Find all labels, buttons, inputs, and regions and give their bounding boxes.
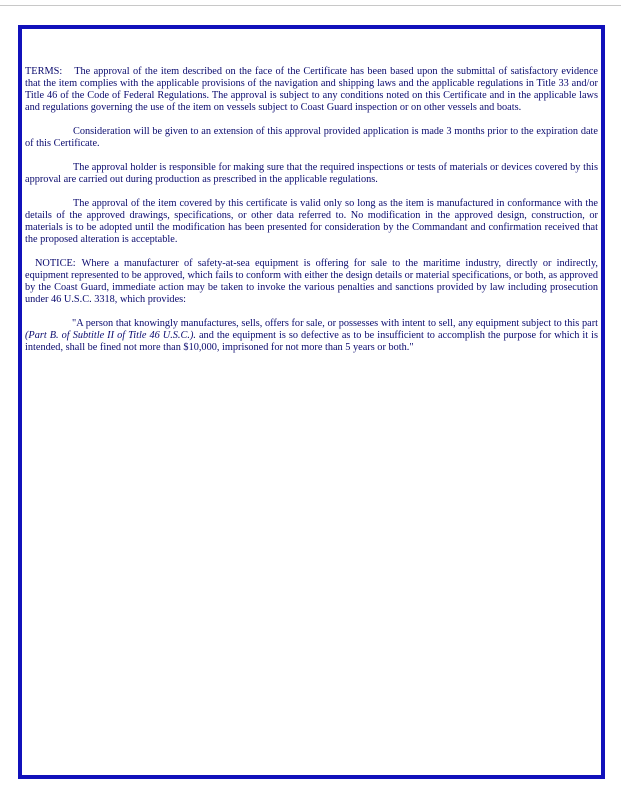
notice-paragraph [25, 258, 598, 306]
notice-text: Where a manufacturer of safety-at-sea equipment is offering for sale to the maritime industry, directly or indirectly, equipment represented to be approved, which fails to conform with either the design details or material specifications, or both, as approved by the Coast Guard, immediate action may be taken to invoke the various penalties and sanctions provided by law including prosecution under 46 U.S.C. 3318, which provides: [25, 258, 598, 305]
certificate-terms-text [25, 66, 598, 366]
validity-paragraph: The approval of the item covered by this certificate is valid only so long as the item is manufactured in conformance with the details of the approved drawings, specifications, or other data referred to. No modification in the approved design, construction, or materials is to be adopted until the modification has been presented for consideration by the Commandant and confirmation received that the proposed alteration is acceptable. [25, 198, 598, 245]
statute-quote-paragraph [25, 318, 598, 354]
quote-after: and the equipment is so defective as to be insufficient to accomplish the purpose for which it is intended, shall be fined not more than $10,000, imprisoned for not more than 5 years or both." [25, 330, 598, 353]
terms-text: The approval of the item described on the face of the Certificate has been based upon the submittal of satisfactory evidence that the item complies with the applicable provisions of the navigation and shipping laws and the applicable regulations in Title 33 and/or Title 46 of the Code of Federal Regulations. The approval is subject to any conditions noted on this Certificate and in the applicable laws and regulations governing the use of the item on vessels subject to Coast Guard inspection or on other vessels and boats. [25, 66, 598, 113]
quote-before: "A person that knowingly manufactures, sells, offers for sale, or possesses with intent to sell, any equipment subject to this part [72, 318, 598, 329]
top-rule [0, 5, 621, 6]
quote-citation: (Part B. of Subtitle II of Title 46 U.S.C.). [25, 330, 196, 341]
terms-label: TERMS: [25, 66, 63, 77]
extension-paragraph: Consideration will be given to an extension of this approval provided application is made 3 months prior to the expiration date of this Certificate. [25, 126, 598, 149]
terms-paragraph [25, 66, 598, 114]
holder-paragraph: The approval holder is responsible for making sure that the required inspections or tests of materials or devices covered by this approval are carried out during production as prescribed in the applicable regulations. [25, 162, 598, 185]
notice-label: NOTICE: [35, 258, 76, 269]
